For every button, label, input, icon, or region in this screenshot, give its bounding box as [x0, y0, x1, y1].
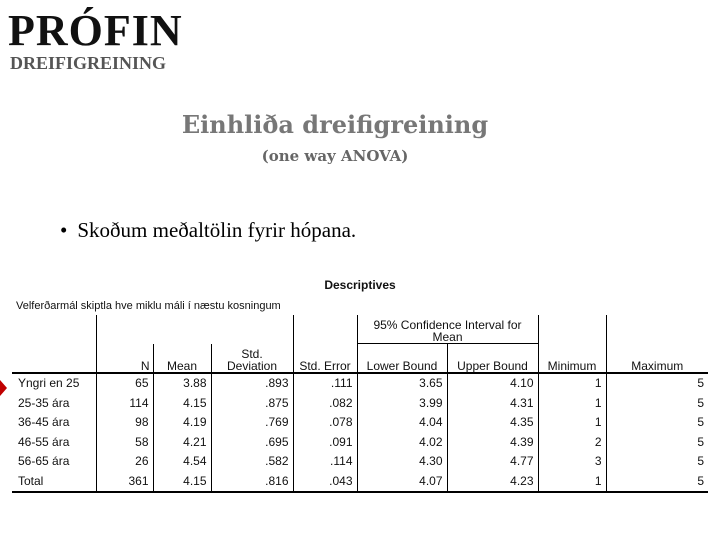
cell-lower-bound: 4.04: [357, 413, 447, 433]
header-blank: [606, 315, 708, 344]
col-header-lower-bound: Lower Bound: [357, 344, 447, 374]
cell-maximum: 5: [606, 413, 708, 433]
cell-std-error: .091: [293, 433, 357, 453]
header-blank: [153, 315, 211, 344]
cell-mean: 4.19: [153, 413, 211, 433]
row-label: 36-45 ára: [12, 413, 96, 433]
ci-header-line1: 95% Confidence Interval for: [373, 318, 522, 332]
table-title: Descriptives: [324, 278, 396, 292]
bullet-dot: •: [60, 218, 68, 242]
col-header-std-dev-line1: Std.: [241, 347, 263, 361]
col-header-std-dev: [211, 344, 293, 374]
table-row-total: [12, 472, 708, 493]
row-label: Total: [12, 472, 96, 493]
header-blank: [12, 315, 96, 344]
col-header-upper-bound: Upper Bound: [447, 344, 538, 374]
row-label: 56-65 ára: [12, 452, 96, 472]
red-triangle-pointer-icon: [0, 380, 7, 396]
cell-upper-bound: 4.31: [447, 394, 538, 414]
cell-minimum: 1: [538, 413, 606, 433]
cell-std-error: .043: [293, 472, 357, 493]
slide-subtitle: (one way ANOVA): [261, 147, 409, 165]
table-row: [12, 452, 708, 472]
cell-mean: 4.54: [153, 452, 211, 472]
col-header-std-dev-line2: Deviation: [226, 359, 278, 373]
ci-header: [357, 315, 538, 344]
table-caption: Velferðarmál skiptla hve miklu máli í næstu kosningum: [16, 300, 281, 312]
cell-mean: 4.15: [153, 472, 211, 493]
col-header-n: N: [96, 344, 153, 374]
cell-upper-bound: 4.77: [447, 452, 538, 472]
header-blank: [12, 344, 96, 374]
bullet-text: Skoðum meðaltölin fyrir hópana.: [77, 218, 357, 242]
row-label: 46-55 ára: [12, 433, 96, 453]
cell-minimum: 2: [538, 433, 606, 453]
cell-minimum: 1: [538, 472, 606, 493]
header-blank: [538, 315, 606, 344]
cell-std-error: .111: [293, 373, 357, 394]
col-header-minimum: Minimum: [538, 344, 606, 374]
cell-lower-bound: 4.07: [357, 472, 447, 493]
cell-std-error: .114: [293, 452, 357, 472]
cell-std-dev: .816: [211, 472, 293, 493]
cell-n: 58: [135, 434, 149, 449]
cell-std-dev: .893: [211, 373, 293, 394]
cell-std-error: .082: [293, 394, 357, 414]
cell-maximum: 5: [606, 394, 708, 414]
table-row: [12, 373, 708, 394]
cell-n: 26: [135, 454, 149, 469]
header-blank: [211, 315, 293, 344]
table-row: [12, 433, 708, 453]
cell-std-dev: .582: [211, 452, 293, 472]
header-blank: [293, 315, 357, 344]
table-row: [12, 413, 708, 433]
cell-mean: 4.21: [153, 433, 211, 453]
header-row-top: [12, 315, 708, 344]
cell-std-dev: .769: [211, 413, 293, 433]
row-label: 25-35 ára: [12, 394, 96, 414]
logo-title: PRÓFIN: [8, 6, 183, 55]
ci-header-line2: Mean: [432, 330, 463, 344]
cell-lower-bound: 4.30: [357, 452, 447, 472]
cell-n: 361: [96, 472, 153, 493]
cell-std-error: .078: [293, 413, 357, 433]
header-row-bottom: [12, 344, 708, 374]
cell-minimum: 3: [538, 452, 606, 472]
cell-n: 114: [129, 395, 149, 410]
table-row: [12, 394, 708, 414]
cell-lower-bound: 3.99: [357, 394, 447, 414]
logo-subtitle: DREIFIGREINING: [10, 53, 167, 73]
cell-mean: 4.15: [153, 394, 211, 414]
header-blank: [96, 315, 153, 344]
bullet-point: [60, 218, 356, 243]
cell-maximum: 5: [606, 373, 708, 394]
cell-upper-bound: 4.39: [447, 433, 538, 453]
cell-maximum: 5: [606, 452, 708, 472]
descriptives-table: [12, 315, 708, 493]
cell-minimum: 1: [538, 373, 606, 394]
col-header-maximum: Maximum: [606, 344, 708, 374]
cell-n: 98: [135, 415, 149, 430]
cell-maximum: 5: [606, 433, 708, 453]
col-header-std-error: Std. Error: [293, 344, 357, 374]
cell-std-dev: .695: [211, 433, 293, 453]
slide-title: Einhliða dreifigreining: [181, 110, 489, 139]
col-header-mean: Mean: [153, 344, 211, 374]
cell-lower-bound: 4.02: [357, 433, 447, 453]
cell-maximum: 5: [606, 472, 708, 493]
cell-upper-bound: 4.10: [447, 373, 538, 394]
cell-lower-bound: 3.65: [357, 373, 447, 394]
cell-std-dev: .875: [211, 394, 293, 414]
row-label: Yngri en 25: [12, 373, 96, 394]
cell-mean: 3.88: [153, 373, 211, 394]
cell-upper-bound: 4.35: [447, 413, 538, 433]
cell-n: 65: [135, 376, 149, 391]
cell-minimum: 1: [538, 394, 606, 414]
cell-upper-bound: 4.23: [447, 472, 538, 493]
